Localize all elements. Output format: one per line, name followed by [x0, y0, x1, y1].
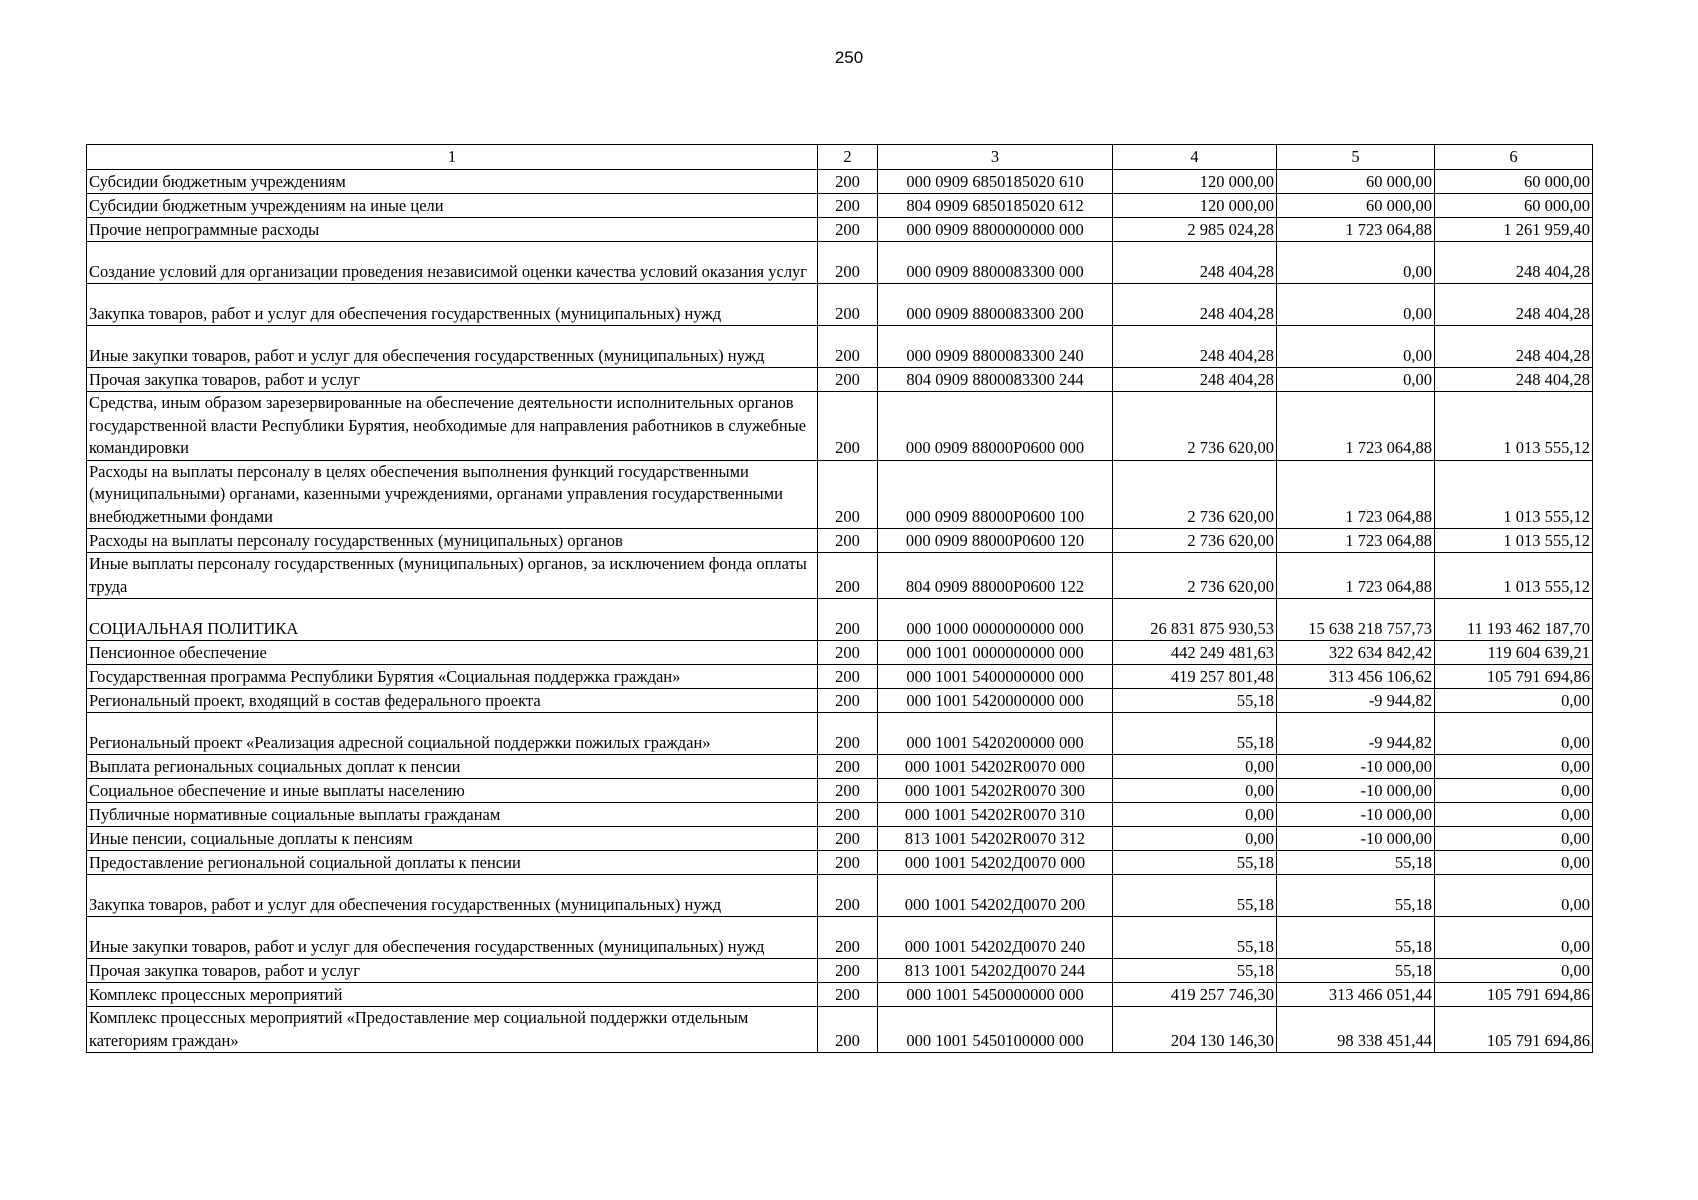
table-row — [87, 194, 1593, 218]
row-amount-col5-cell: 1 723 064,88 — [1277, 460, 1435, 529]
row-amount-col6-cell: 11 193 462 187,70 — [1435, 599, 1593, 641]
row-amount-col4-cell: 55,18 — [1113, 917, 1277, 959]
row-classification-cell: 000 1001 5400000000 000 — [878, 665, 1113, 689]
row-code-cell: 200 — [818, 242, 878, 284]
row-code-cell: 200 — [818, 553, 878, 599]
row-classification-cell: 000 1001 54202Д0070 000 — [878, 851, 1113, 875]
table-row — [87, 803, 1593, 827]
row-amount-col4-cell: 120 000,00 — [1113, 170, 1277, 194]
row-amount-col5-cell: 1 723 064,88 — [1277, 218, 1435, 242]
row-code-cell: 200 — [818, 779, 878, 803]
row-amount-col6-cell: 248 404,28 — [1435, 242, 1593, 284]
row-classification-cell: 000 0909 8800083300 200 — [878, 284, 1113, 326]
row-classification-cell: 804 0909 6850185020 612 — [878, 194, 1113, 218]
row-classification-cell: 000 0909 6850185020 610 — [878, 170, 1113, 194]
row-amount-col4-cell: 248 404,28 — [1113, 326, 1277, 368]
table-row — [87, 368, 1593, 392]
row-amount-col4-cell: 248 404,28 — [1113, 242, 1277, 284]
table-row — [87, 641, 1593, 665]
table-row — [87, 284, 1593, 326]
row-code-cell: 200 — [818, 917, 878, 959]
header-cell: 4 — [1113, 145, 1277, 170]
row-name-cell: Комплекс процессных мероприятий — [87, 983, 818, 1007]
row-code-cell: 200 — [818, 713, 878, 755]
row-code-cell: 200 — [818, 665, 878, 689]
row-amount-col5-cell: 98 338 451,44 — [1277, 1007, 1435, 1053]
row-name-cell: Комплекс процессных мероприятий «Предоставление мер социальной поддержки отдельным категориям граждан» — [87, 1007, 818, 1053]
table-row — [87, 170, 1593, 194]
row-amount-col5-cell: 0,00 — [1277, 284, 1435, 326]
row-name-cell: Прочая закупка товаров, работ и услуг — [87, 959, 818, 983]
row-name-cell: Региональный проект, входящий в состав федерального проекта — [87, 689, 818, 713]
header-cell: 5 — [1277, 145, 1435, 170]
row-code-cell: 200 — [818, 170, 878, 194]
row-amount-col5-cell: 0,00 — [1277, 368, 1435, 392]
row-amount-col4-cell: 55,18 — [1113, 713, 1277, 755]
row-code-cell: 200 — [818, 326, 878, 368]
row-amount-col6-cell: 0,00 — [1435, 755, 1593, 779]
row-code-cell: 200 — [818, 1007, 878, 1053]
row-code-cell: 200 — [818, 218, 878, 242]
row-classification-cell: 000 0909 88000Р0600 000 — [878, 392, 1113, 461]
table-row — [87, 959, 1593, 983]
table-row — [87, 875, 1593, 917]
table-row — [87, 713, 1593, 755]
row-amount-col6-cell: 105 791 694,86 — [1435, 983, 1593, 1007]
row-code-cell: 200 — [818, 460, 878, 529]
row-amount-col6-cell: 0,00 — [1435, 779, 1593, 803]
row-code-cell: 200 — [818, 529, 878, 553]
row-code-cell: 200 — [818, 641, 878, 665]
row-name-cell: Государственная программа Республики Бурятия «Социальная поддержка граждан» — [87, 665, 818, 689]
row-amount-col5-cell: 15 638 218 757,73 — [1277, 599, 1435, 641]
row-name-cell: Расходы на выплаты персоналу государственных (муниципальных) органов — [87, 529, 818, 553]
row-amount-col5-cell: 55,18 — [1277, 959, 1435, 983]
header-cell: 2 — [818, 145, 878, 170]
row-amount-col4-cell: 2 985 024,28 — [1113, 218, 1277, 242]
row-name-cell: Субсидии бюджетным учреждениям на иные цели — [87, 194, 818, 218]
row-amount-col4-cell: 0,00 — [1113, 803, 1277, 827]
row-code-cell: 200 — [818, 851, 878, 875]
row-amount-col6-cell: 0,00 — [1435, 851, 1593, 875]
row-name-cell: Закупка товаров, работ и услуг для обеспечения государственных (муниципальных) нужд — [87, 875, 818, 917]
table-row — [87, 755, 1593, 779]
row-code-cell: 200 — [818, 599, 878, 641]
row-amount-col6-cell: 0,00 — [1435, 959, 1593, 983]
row-amount-col6-cell: 248 404,28 — [1435, 326, 1593, 368]
header-cell: 3 — [878, 145, 1113, 170]
row-name-cell: Средства, иным образом зарезервированные на обеспечение деятельности исполнительных органов государственной власти Республики Бурятия, необходимые для направления работников в служебные командировки — [87, 392, 818, 461]
row-classification-cell: 000 1000 0000000000 000 — [878, 599, 1113, 641]
row-amount-col5-cell: -10 000,00 — [1277, 755, 1435, 779]
row-amount-col6-cell: 0,00 — [1435, 827, 1593, 851]
row-amount-col5-cell: -10 000,00 — [1277, 803, 1435, 827]
row-amount-col5-cell: 55,18 — [1277, 851, 1435, 875]
row-classification-cell: 804 0909 8800083300 244 — [878, 368, 1113, 392]
row-name-cell: Социальное обеспечение и иные выплаты населению — [87, 779, 818, 803]
table-row — [87, 529, 1593, 553]
row-amount-col5-cell: -9 944,82 — [1277, 713, 1435, 755]
row-amount-col4-cell: 120 000,00 — [1113, 194, 1277, 218]
page-number: 250 — [834, 48, 864, 67]
header-cell: 6 — [1435, 145, 1593, 170]
row-amount-col4-cell: 419 257 801,48 — [1113, 665, 1277, 689]
row-name-cell: Предоставление региональной социальной доплаты к пенсии — [87, 851, 818, 875]
row-amount-col4-cell: 55,18 — [1113, 851, 1277, 875]
row-classification-cell: 000 1001 54202Д0070 200 — [878, 875, 1113, 917]
row-amount-col6-cell: 0,00 — [1435, 875, 1593, 917]
row-code-cell: 200 — [818, 983, 878, 1007]
row-amount-col5-cell: -9 944,82 — [1277, 689, 1435, 713]
row-amount-col6-cell: 248 404,28 — [1435, 284, 1593, 326]
row-amount-col4-cell: 55,18 — [1113, 689, 1277, 713]
row-amount-col4-cell: 2 736 620,00 — [1113, 553, 1277, 599]
row-amount-col4-cell: 2 736 620,00 — [1113, 460, 1277, 529]
row-name-cell: СОЦИАЛЬНАЯ ПОЛИТИКА — [87, 599, 818, 641]
row-code-cell: 200 — [818, 284, 878, 326]
row-amount-col4-cell: 55,18 — [1113, 875, 1277, 917]
row-amount-col5-cell: 55,18 — [1277, 875, 1435, 917]
row-name-cell: Выплата региональных социальных доплат к пенсии — [87, 755, 818, 779]
row-name-cell: Создание условий для организации проведения независимой оценки качества условий оказания услуг — [87, 242, 818, 284]
row-classification-cell: 000 1001 5450000000 000 — [878, 983, 1113, 1007]
row-amount-col5-cell: 313 456 106,62 — [1277, 665, 1435, 689]
row-code-cell: 200 — [818, 689, 878, 713]
row-amount-col5-cell: 1 723 064,88 — [1277, 553, 1435, 599]
row-amount-col6-cell: 0,00 — [1435, 917, 1593, 959]
row-classification-cell: 000 1001 5420000000 000 — [878, 689, 1113, 713]
row-amount-col6-cell: 105 791 694,86 — [1435, 1007, 1593, 1053]
row-amount-col6-cell: 119 604 639,21 — [1435, 641, 1593, 665]
row-amount-col6-cell: 1 013 555,12 — [1435, 392, 1593, 461]
row-name-cell: Закупка товаров, работ и услуг для обеспечения государственных (муниципальных) нужд — [87, 284, 818, 326]
row-amount-col5-cell: 1 723 064,88 — [1277, 392, 1435, 461]
table-row — [87, 689, 1593, 713]
row-code-cell: 200 — [818, 959, 878, 983]
row-amount-col4-cell: 55,18 — [1113, 959, 1277, 983]
row-name-cell: Иные выплаты персоналу государственных (муниципальных) органов, за исключением фонда оплаты труда — [87, 553, 818, 599]
row-amount-col5-cell: 1 723 064,88 — [1277, 529, 1435, 553]
row-amount-col4-cell: 0,00 — [1113, 827, 1277, 851]
row-amount-col6-cell: 1 013 555,12 — [1435, 553, 1593, 599]
budget-table — [86, 144, 1593, 1053]
row-classification-cell: 000 0909 88000Р0600 120 — [878, 529, 1113, 553]
row-name-cell: Иные пенсии, социальные доплаты к пенсиям — [87, 827, 818, 851]
row-amount-col5-cell: 0,00 — [1277, 242, 1435, 284]
row-amount-col5-cell: 322 634 842,42 — [1277, 641, 1435, 665]
row-code-cell: 200 — [818, 827, 878, 851]
row-name-cell: Субсидии бюджетным учреждениям — [87, 170, 818, 194]
row-amount-col6-cell: 0,00 — [1435, 713, 1593, 755]
row-classification-cell: 000 0909 88000Р0600 100 — [878, 460, 1113, 529]
row-amount-col6-cell: 1 013 555,12 — [1435, 529, 1593, 553]
row-code-cell: 200 — [818, 392, 878, 461]
row-amount-col4-cell: 419 257 746,30 — [1113, 983, 1277, 1007]
row-classification-cell: 000 1001 5420200000 000 — [878, 713, 1113, 755]
row-code-cell: 200 — [818, 194, 878, 218]
row-amount-col5-cell: 60 000,00 — [1277, 170, 1435, 194]
row-amount-col4-cell: 0,00 — [1113, 755, 1277, 779]
row-amount-col6-cell: 248 404,28 — [1435, 368, 1593, 392]
row-classification-cell: 000 1001 54202R0070 000 — [878, 755, 1113, 779]
table-row — [87, 1007, 1593, 1053]
row-amount-col5-cell: -10 000,00 — [1277, 779, 1435, 803]
row-amount-col4-cell: 0,00 — [1113, 779, 1277, 803]
row-classification-cell: 000 1001 0000000000 000 — [878, 641, 1113, 665]
row-code-cell: 200 — [818, 755, 878, 779]
row-amount-col4-cell: 2 736 620,00 — [1113, 529, 1277, 553]
table-row — [87, 460, 1593, 529]
row-classification-cell: 804 0909 88000Р0600 122 — [878, 553, 1113, 599]
table-row — [87, 665, 1593, 689]
row-amount-col6-cell: 60 000,00 — [1435, 194, 1593, 218]
row-classification-cell: 813 1001 54202Д0070 244 — [878, 959, 1113, 983]
row-code-cell: 200 — [818, 803, 878, 827]
table-row — [87, 599, 1593, 641]
row-classification-cell: 000 0909 8800000000 000 — [878, 218, 1113, 242]
table-row — [87, 218, 1593, 242]
row-amount-col6-cell: 0,00 — [1435, 689, 1593, 713]
table-header-row — [87, 145, 1593, 170]
row-name-cell: Прочие непрограммные расходы — [87, 218, 818, 242]
row-classification-cell: 813 1001 54202R0070 312 — [878, 827, 1113, 851]
row-amount-col6-cell: 105 791 694,86 — [1435, 665, 1593, 689]
table-row — [87, 983, 1593, 1007]
row-amount-col5-cell: 55,18 — [1277, 917, 1435, 959]
row-classification-cell: 000 0909 8800083300 000 — [878, 242, 1113, 284]
row-amount-col4-cell: 248 404,28 — [1113, 368, 1277, 392]
row-amount-col4-cell: 2 736 620,00 — [1113, 392, 1277, 461]
row-amount-col4-cell: 26 831 875 930,53 — [1113, 599, 1277, 641]
row-classification-cell: 000 1001 54202R0070 300 — [878, 779, 1113, 803]
row-classification-cell: 000 1001 54202Д0070 240 — [878, 917, 1113, 959]
row-amount-col5-cell: 60 000,00 — [1277, 194, 1435, 218]
table-row — [87, 392, 1593, 461]
row-amount-col5-cell: -10 000,00 — [1277, 827, 1435, 851]
row-amount-col4-cell: 204 130 146,30 — [1113, 1007, 1277, 1053]
row-classification-cell: 000 1001 54202R0070 310 — [878, 803, 1113, 827]
row-code-cell: 200 — [818, 875, 878, 917]
row-name-cell: Иные закупки товаров, работ и услуг для обеспечения государственных (муниципальных) нужд — [87, 917, 818, 959]
header-cell: 1 — [87, 145, 818, 170]
row-amount-col5-cell: 313 466 051,44 — [1277, 983, 1435, 1007]
row-amount-col6-cell: 0,00 — [1435, 803, 1593, 827]
row-name-cell: Иные закупки товаров, работ и услуг для обеспечения государственных (муниципальных) нужд — [87, 326, 818, 368]
row-name-cell: Публичные нормативные социальные выплаты гражданам — [87, 803, 818, 827]
table-row — [87, 326, 1593, 368]
row-amount-col6-cell: 1 261 959,40 — [1435, 218, 1593, 242]
row-classification-cell: 000 1001 5450100000 000 — [878, 1007, 1113, 1053]
row-name-cell: Пенсионное обеспечение — [87, 641, 818, 665]
row-code-cell: 200 — [818, 368, 878, 392]
table-row — [87, 553, 1593, 599]
table-row — [87, 779, 1593, 803]
table-row — [87, 827, 1593, 851]
row-classification-cell: 000 0909 8800083300 240 — [878, 326, 1113, 368]
row-amount-col4-cell: 248 404,28 — [1113, 284, 1277, 326]
row-amount-col6-cell: 60 000,00 — [1435, 170, 1593, 194]
table-row — [87, 242, 1593, 284]
table-row — [87, 917, 1593, 959]
row-name-cell: Региональный проект «Реализация адресной социальной поддержки пожилых граждан» — [87, 713, 818, 755]
budget-table-body — [87, 145, 1593, 1053]
row-name-cell: Прочая закупка товаров, работ и услуг — [87, 368, 818, 392]
row-name-cell: Расходы на выплаты персоналу в целях обеспечения выполнения функций государственными (муниципальными) органами, казенными учреждениями, органами управления государственными внебюджетными фондами — [87, 460, 818, 529]
row-amount-col4-cell: 442 249 481,63 — [1113, 641, 1277, 665]
row-amount-col5-cell: 0,00 — [1277, 326, 1435, 368]
row-amount-col6-cell: 1 013 555,12 — [1435, 460, 1593, 529]
table-row — [87, 851, 1593, 875]
